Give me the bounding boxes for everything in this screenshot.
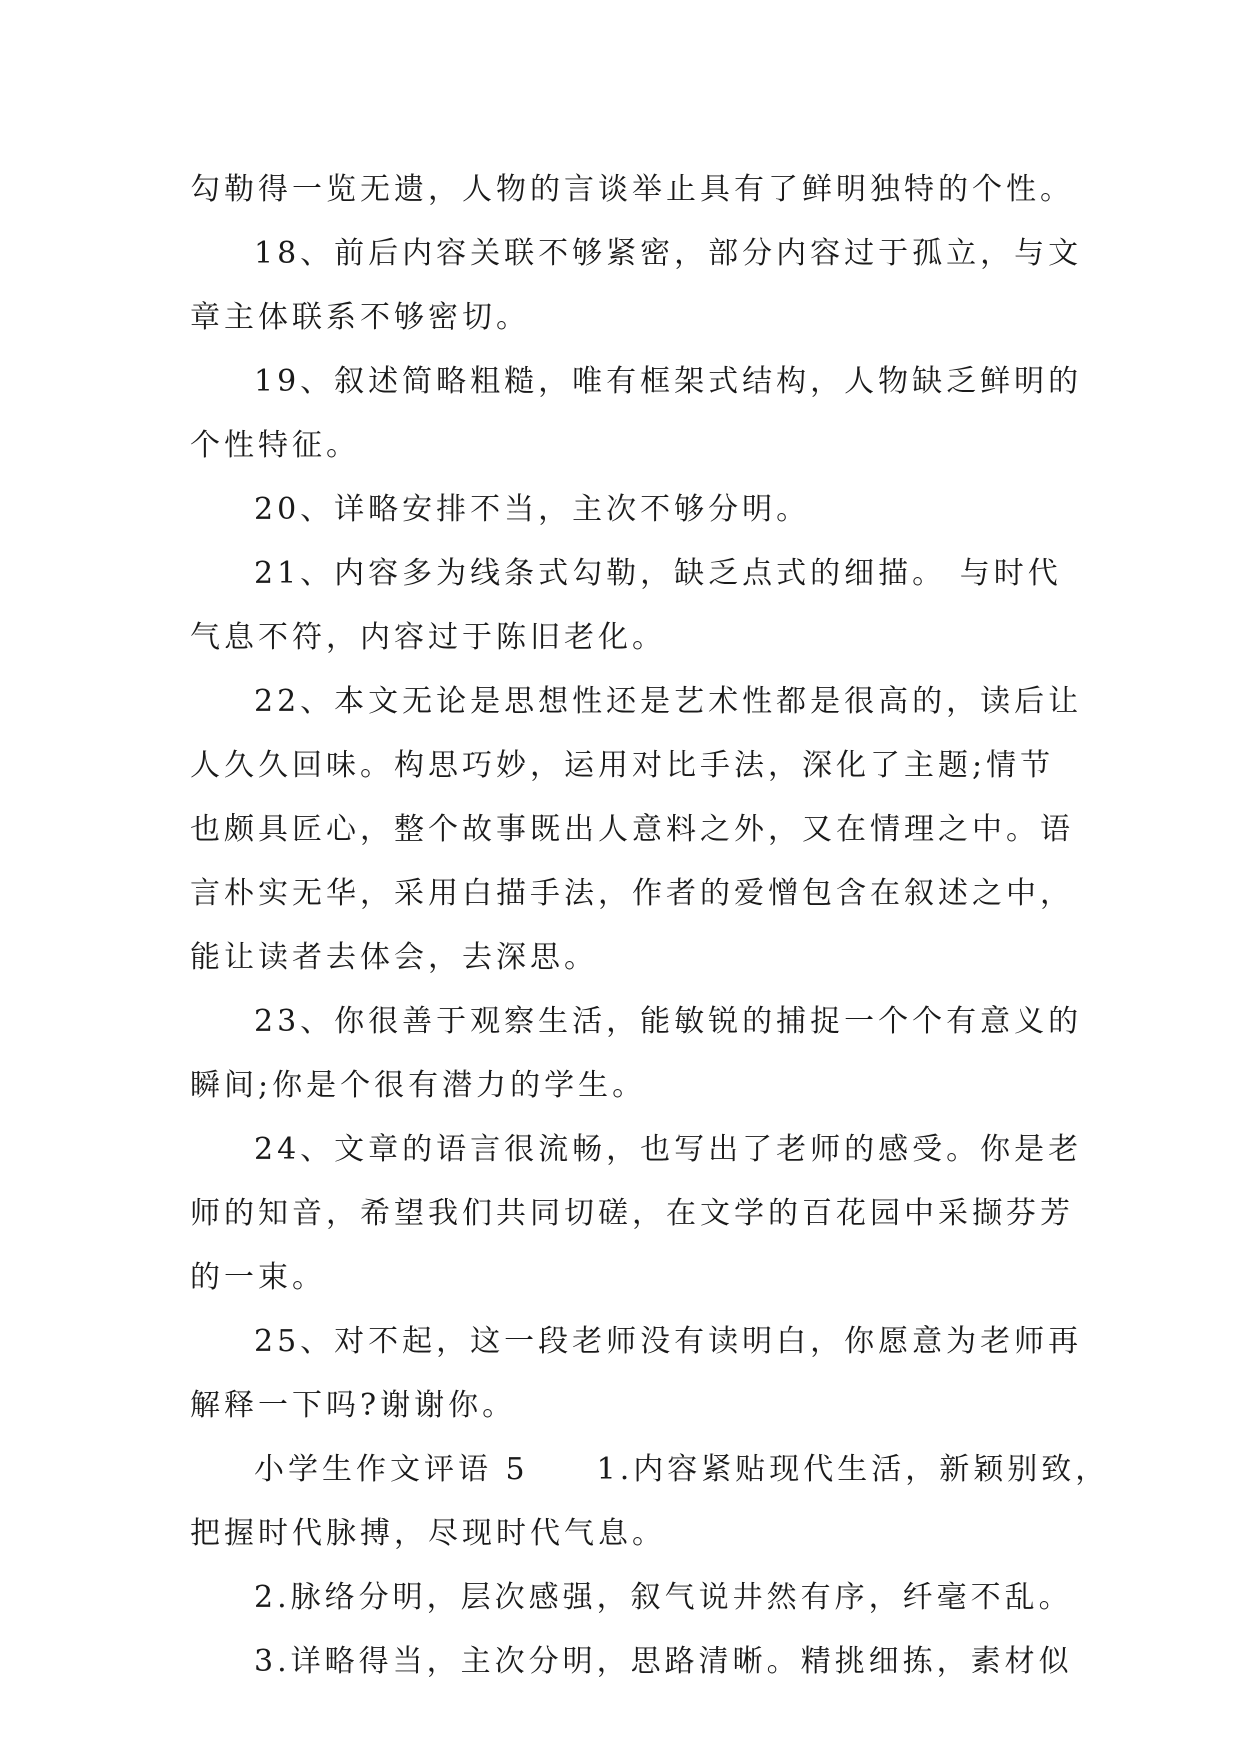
text-line: 勾勒得一览无遗，人物的言谈举止具有了鲜明独特的个性。 <box>190 172 1074 207</box>
comment-24-line-3: 的一束。 <box>190 1260 326 1295</box>
comment-22-line-3: 也颇具匠心，整个故事既出人意料之外，又在情理之中。语 <box>190 812 1074 847</box>
comment-20-line-1: 20、详略安排不当，主次不够分明。 <box>254 492 811 527</box>
comment-22-line-5: 能让读者去体会，去深思。 <box>190 940 598 975</box>
comment-22-line-2: 人久久回味。构思巧妙，运用对比手法，深化了主题;情节 <box>190 748 1055 783</box>
document-page <box>190 158 1110 1694</box>
comment-22-line-1: 22、本文无论是思想性还是艺术性都是很高的，读后让 <box>254 684 1083 719</box>
section-5-item-1-line-2: 把握时代脉搏，尽现时代气息。 <box>190 1516 666 1551</box>
comment-23-line-2: 瞬间;你是个很有潜力的学生。 <box>190 1068 647 1103</box>
comment-24-line-2: 师的知音，希望我们共同切磋，在文学的百花园中采撷芬芳 <box>190 1196 1074 1231</box>
comment-19-line-1: 19、叙述简略粗糙，唯有框架式结构，人物缺乏鲜明的 <box>254 364 1083 399</box>
comment-25-line-1: 25、对不起，这一段老师没有读明白，你愿意为老师再 <box>254 1324 1083 1359</box>
comment-21-line-2: 气息不符，内容过于陈旧老化。 <box>190 620 666 655</box>
comment-25-line-2: 解释一下吗?谢谢你。 <box>190 1388 517 1423</box>
section-5-item-2-line-1: 2.脉络分明，层次感强，叙气说井然有序，纤毫不乱。 <box>254 1580 1073 1615</box>
comment-18-line-1: 18、前后内容关联不够紧密，部分内容过于孤立，与文 <box>254 236 1083 271</box>
section-5-item-3-line-1: 3.详略得当，主次分明，思路清晰。精挑细拣，素材似 <box>254 1644 1073 1679</box>
comment-21-line-1: 21、内容多为线条式勾勒，缺乏点式的细描。 与时代 <box>254 556 1062 591</box>
comment-19-line-2: 个性特征。 <box>190 428 360 463</box>
comment-24-line-1: 24、文章的语言很流畅，也写出了老师的感受。你是老 <box>254 1132 1083 1167</box>
comment-18-line-2: 章主体联系不够密切。 <box>190 300 530 335</box>
comment-23-line-1: 23、你很善于观察生活，能敏锐的捕捉一个个有意义的 <box>254 1004 1083 1039</box>
comment-22-line-4: 言朴实无华，采用白描手法，作者的爱憎包含在叙述之中， <box>190 876 1074 911</box>
section-5-heading-line: 小学生作文评语 5 1.内容紧贴现代生活，新颖别致， <box>254 1452 1110 1487</box>
